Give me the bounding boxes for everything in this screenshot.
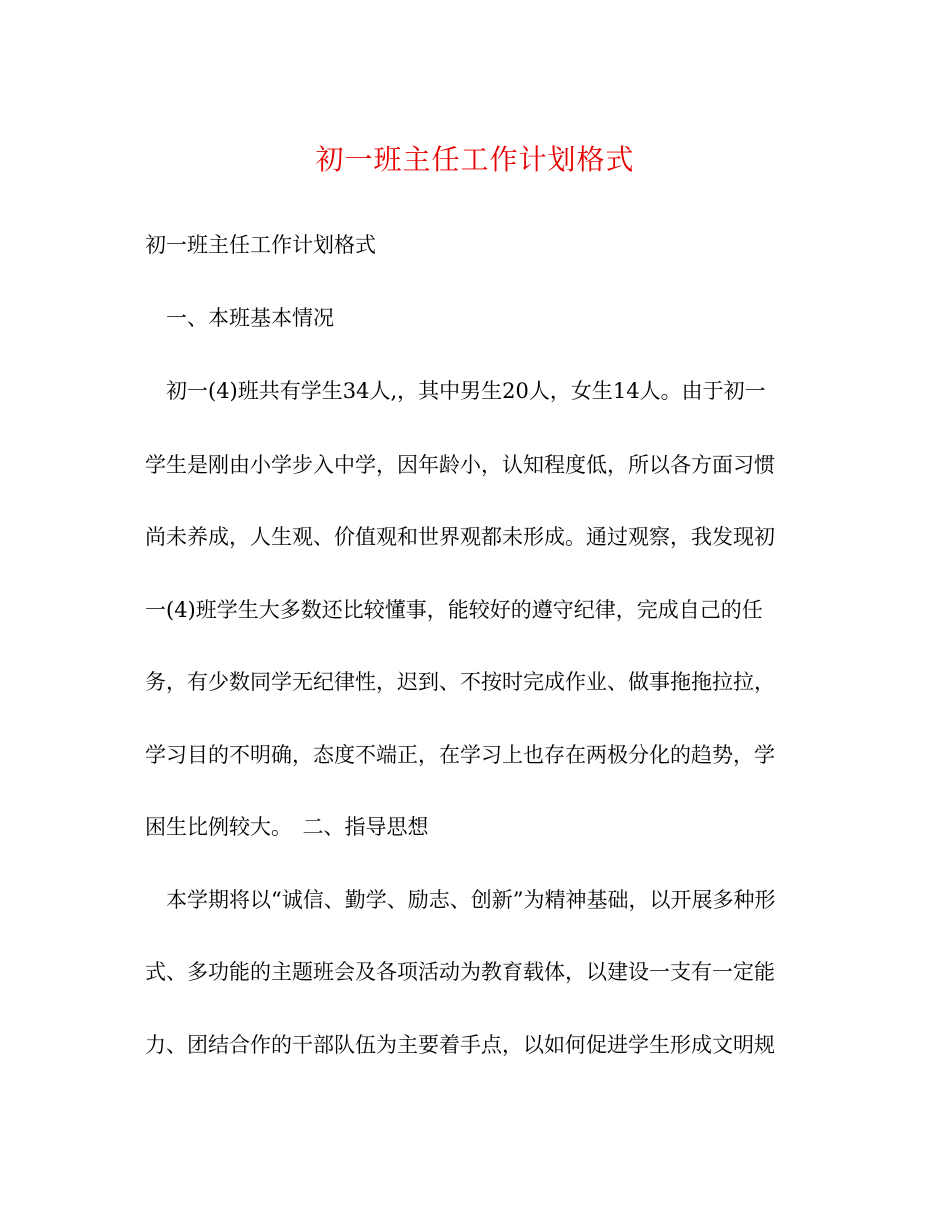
text-line: 尚未养成，人生观、价值观和世界观都未形成。通过观察，我发现初 xyxy=(145,525,775,549)
text-line: 一(4)班学生大多数还比较懂事，能较好的遵守纪律，完成自己的任 xyxy=(145,598,763,622)
text-line: 学习目的不明确，态度不端正，在学习上也存在两极分化的趋势，学 xyxy=(145,743,775,767)
section-heading: 一、本班基本情况 xyxy=(145,306,334,330)
text-line: 初一班主任工作计划格式 xyxy=(145,233,376,257)
text-line: 初一(4)班共有学生34人,，其中男生20人，女生14人。由于初一 xyxy=(145,379,766,403)
text-line: 力、团结合作的干部队伍为主要着手点，以如何促进学生形成文明规 xyxy=(145,1033,775,1057)
text-line: 学生是刚由小学步入中学，因年龄小，认知程度低，所以各方面习惯 xyxy=(145,453,775,477)
text-line: 式、多功能的主题班会及各项活动为教育载体，以建设一支有一定能 xyxy=(145,960,775,984)
document-title: 初一班主任工作计划格式 xyxy=(315,143,635,176)
text-line: 本学期将以“诚信、勤学、励志、创新”为精神基础，以开展多种形 xyxy=(145,888,776,912)
text-line: 困生比例较大。 二、指导思想 xyxy=(145,815,429,839)
text-line: 务，有少数同学无纪律性，迟到、不按时完成作业、做事拖拖拉拉， xyxy=(145,670,775,694)
